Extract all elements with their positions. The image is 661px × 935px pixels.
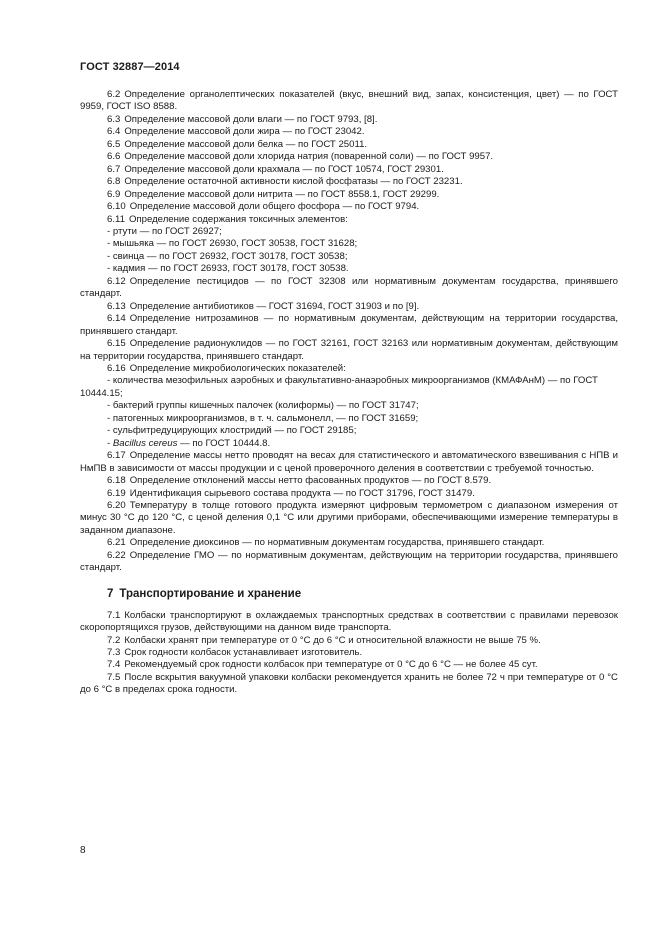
paragraph-text: - сульфитредуцирующих клостридий — по ГОСТ 29185; (107, 425, 357, 437)
paragraph (80, 425, 618, 437)
paragraph-text: Определение массы нетто проводят на весах для статистического и автоматического взвешивания с НПВ и НмПВ в зависимости от массы продукции и с ценой проверочного деления в соответствии с требуемой точностью. (80, 450, 618, 474)
paragraph (80, 610, 618, 635)
paragraph (80, 537, 618, 549)
paragraph-text: Определение массовой доли жира — по ГОСТ 23042. (124, 126, 365, 138)
paragraph-text: Определение массовой доли крахмала — по ГОСТ 10574, ГОСТ 29301. (124, 163, 444, 175)
paragraph (80, 375, 618, 400)
paragraph (80, 251, 618, 263)
paragraph (80, 301, 618, 313)
paragraph-text: - патогенных микроорганизмов, в т. ч. сальмонелл, — по ГОСТ 31659; (107, 412, 419, 424)
paragraph-text: Рекомендуемый срок годности колбасок при температуре от 0 °С до 6 °С — не более 45 сут. (124, 659, 538, 671)
paragraph-number: 7.2 (107, 634, 121, 646)
paragraph (80, 659, 618, 671)
paragraph-number: 7.5 (107, 671, 121, 683)
paragraph-number: 6.18 (107, 475, 126, 487)
paragraph (80, 488, 618, 500)
paragraph (80, 450, 618, 475)
paragraph-number: 6.2 (107, 89, 121, 100)
paragraph-text: Идентификация сырьевого состава продукта — по ГОСТ 31796, ГОСТ 31479. (129, 487, 475, 499)
paragraph-text: - свинца — по ГОСТ 26932, ГОСТ 30178, ГОСТ 30538; (107, 250, 348, 262)
paragraph (80, 139, 618, 151)
paragraph-text: - Bacillus cereus — по ГОСТ 10444.8. (107, 437, 271, 449)
paragraph (80, 238, 618, 250)
paragraph (80, 400, 618, 412)
paragraph-text: После вскрытия вакуумной упаковки колбаски рекомендуется хранить не более 72 ч при температуре от 0 °С до 6 °С в пределах срока годности. (80, 671, 618, 696)
paragraph-number: 6.12 (107, 275, 126, 287)
paragraph (80, 647, 618, 659)
paragraph (80, 475, 618, 487)
paragraph-text: Определение массовой доли белка — по ГОСТ 25011. (124, 138, 368, 150)
paragraph-text: Определение массовой доли общего фосфора — по ГОСТ 9794. (129, 201, 420, 213)
paragraph-text: - количества мезофильных аэробных и факультативно-анаэробных микроорганизмов (КМАФАнМ) — по ГОСТ 10444.15; (80, 375, 598, 399)
paragraph-number: 6.15 (107, 338, 126, 350)
paragraph-text: Колбаски хранят при температуре от 0 °С до 6 °С и относительной влажности не выше 75 %. (124, 634, 541, 646)
paragraph-text: - мышьяка — по ГОСТ 26930, ГОСТ 30538, ГОСТ 31628; (107, 238, 358, 250)
paragraph (80, 550, 618, 575)
paragraph-number: 6.11 (107, 213, 125, 225)
paragraph-text: - кадмия — по ГОСТ 26933, ГОСТ 30178, ГОСТ 30538. (107, 263, 349, 275)
paragraph (80, 672, 618, 697)
paragraph-text: Определение отклонений массы нетто фасованных продуктов — по ГОСТ 8.579. (129, 475, 492, 487)
paragraph-text: Определение органолептических показателей (вкус, внешний вид, запах, консистенция, цвет) — по ГОСТ 9959, ГОСТ ISO 8588. (80, 89, 618, 113)
paragraph-text: - ртути — по ГОСТ 26927; (107, 225, 222, 237)
section-7-list (80, 610, 618, 697)
paragraph-text: Определение содержания токсичных элементов: (128, 213, 348, 225)
paragraph-number: 6.9 (107, 188, 121, 200)
paragraph-number: 6.5 (107, 138, 121, 150)
paragraph (80, 438, 618, 450)
paragraph-text: Температуру в толще готового продукта измеряют цифровым термометром с диапазоном измерения от минус 30 °С до 120 °С, с ценой деления 0,1 °С или другими приборами, обеспечивающими измерение температуры в заданном диапазоне. (80, 499, 618, 536)
paragraph-number: 6.6 (107, 151, 121, 163)
paragraph (80, 89, 618, 114)
page-number: 8 (80, 845, 86, 856)
paragraph-number: 7.1 (107, 609, 121, 621)
paragraph-text: Определение диоксинов — по нормативным документам государства, принявшего стандарт. (129, 537, 545, 549)
section-7-heading (80, 587, 618, 601)
paragraph (80, 214, 618, 226)
paragraph-text: Определение массовой доли влаги — по ГОСТ 9793, [8]. (124, 113, 378, 125)
paragraph-number: 7.3 (107, 647, 121, 659)
paragraph-text: Определение радионуклидов — по ГОСТ 32161, ГОСТ 32163 или нормативным документам, действующим на территории государства, принявшего стандарт. (80, 338, 618, 362)
paragraph (80, 189, 618, 201)
paragraph (80, 313, 618, 338)
paragraph (80, 151, 618, 163)
paragraph-number: 6.13 (107, 300, 126, 312)
paragraph (80, 114, 618, 126)
paragraph (80, 176, 618, 188)
paragraph-number: 6.22 (107, 549, 126, 561)
paragraph-text: Колбаски транспортируют в охлаждаемых транспортных средствах в соответствии с правилами перевозок скоропортящихся грузов, действующими на данном виде транспорта. (80, 609, 618, 634)
paragraph-number: 6.21 (107, 537, 126, 549)
paragraph (80, 201, 618, 213)
paragraph-text: - бактерий группы кишечных палочек (колиформы) — по ГОСТ 31747; (107, 400, 419, 412)
paragraph-number: 6.8 (107, 176, 121, 188)
paragraph-number: 6.3 (107, 113, 121, 125)
paragraph (80, 338, 618, 363)
paragraph-text: Определение ГМО — по нормативным документам, действующим на территории государства, принявшего стандарт. (80, 549, 618, 574)
paragraph-number: 6.17 (107, 450, 126, 462)
paragraph (80, 413, 618, 425)
paragraph-number: 6.4 (107, 126, 121, 138)
paragraph-number: 7.4 (107, 659, 121, 671)
paragraph-number: 6.7 (107, 163, 121, 175)
paragraph-number: 6.19 (107, 487, 126, 499)
paragraph (80, 263, 618, 275)
paragraph-text: Определение остаточной активности кислой фосфатазы — по ГОСТ 23231. (124, 176, 463, 188)
paragraph-text: Определение микробиологических показателей: (129, 362, 346, 374)
paragraph-text: Определение нитрозаминов — по нормативным документам, действующим на территории государства, принявшего стандарт. (80, 313, 618, 337)
paragraph (80, 276, 618, 301)
document-body (80, 89, 618, 697)
paragraph (80, 635, 618, 647)
section-7-number: 7 (107, 587, 114, 600)
paragraph (80, 226, 618, 238)
paragraph-text: Определение антибиотиков — ГОСТ 31694, ГОСТ 31903 и по [9]. (129, 300, 420, 312)
paragraph-text: Определение массовой доли хлорида натрия (поваренной соли) — по ГОСТ 9957. (124, 151, 494, 163)
section-6-list (80, 89, 618, 575)
paragraph-number: 6.20 (107, 499, 126, 511)
paragraph-text: Определение массовой доли нитрита — по ГОСТ 8558.1, ГОСТ 29299. (124, 188, 440, 200)
paragraph-text: Определение пестицидов — по ГОСТ 32308 или нормативным документам государства, принявшего стандарт. (80, 275, 618, 300)
paragraph-number: 6.10 (107, 201, 126, 213)
document-header: ГОСТ 32887—2014 (80, 61, 180, 73)
paragraph (80, 363, 618, 375)
paragraph (80, 164, 618, 176)
paragraph (80, 500, 618, 537)
section-7-title: Транспортирование и хранение (119, 587, 302, 600)
paragraph-text: Срок годности колбасок устанавливает изготовитель. (124, 647, 363, 659)
paragraph-number: 6.16 (107, 362, 126, 374)
paragraph-number: 6.14 (107, 313, 126, 325)
paragraph (80, 126, 618, 138)
